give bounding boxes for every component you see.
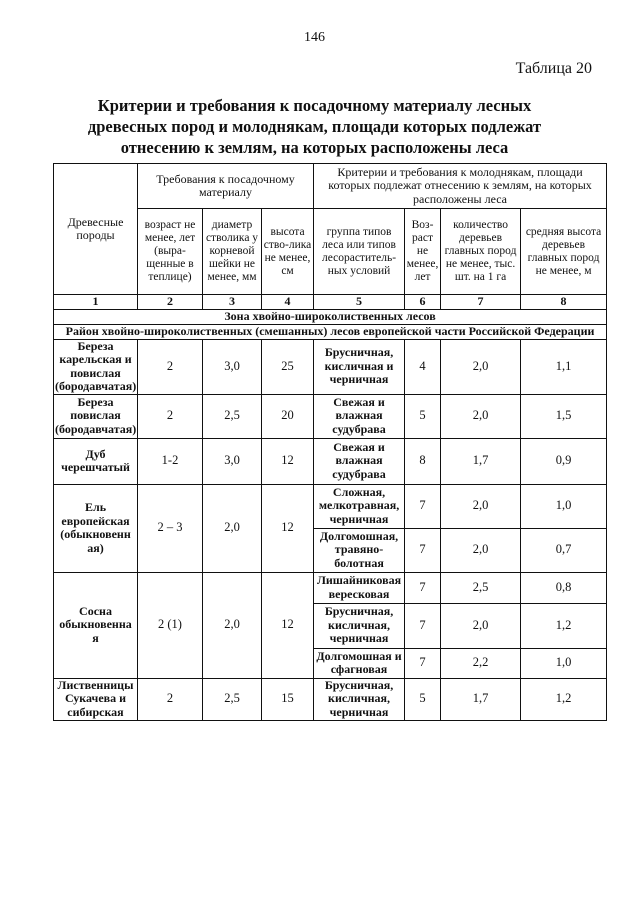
stand-age-cell: 4: [405, 339, 441, 394]
species-cell: Береза карельская и повислая (бородавчатая): [55, 339, 137, 393]
seedling-age-cell: 2: [138, 678, 203, 720]
header-young-stands: Критерии и требования к молоднякам, площади которых подлежат отнесению к землям, на которых расположены леса: [314, 164, 607, 209]
column-number: 7: [441, 295, 521, 310]
avg-height-cell: 1,5: [521, 394, 607, 438]
avg-height-cell: 1,0: [521, 484, 607, 528]
stem-diameter-cell: 3,0: [203, 438, 262, 484]
criteria-table: [53, 163, 607, 721]
table-row: [54, 572, 607, 603]
stem-diameter-cell: 2,5: [203, 678, 262, 720]
column-number: 6: [405, 295, 441, 310]
stem-height-cell: 12: [262, 484, 314, 572]
table-row: [54, 678, 607, 720]
header-col8: средняя высота деревьев главных пород не менее, м: [521, 209, 607, 295]
header-col5: группа типов леса или типов лесораститель-ных условий: [314, 209, 405, 295]
tree-count-cell: 2,5: [441, 572, 521, 603]
avg-height-cell: 0,9: [521, 438, 607, 484]
avg-height-cell: 1,0: [521, 648, 607, 678]
stand-age-cell: 7: [405, 528, 441, 572]
column-number: 2: [138, 295, 203, 310]
tree-count-cell: 2,0: [441, 528, 521, 572]
header-col6: Воз-раст не менее, лет: [405, 209, 441, 295]
header-planting-material: Требования к посадочному материалу: [138, 164, 314, 209]
stem-height-cell: 25: [262, 339, 314, 394]
page-number: 146: [304, 30, 325, 45]
table-row: [54, 339, 607, 394]
forest-type-cell: Свежая и влажная судубрава: [314, 394, 405, 438]
header-species: Древесные породы: [54, 164, 138, 295]
table-row: [54, 394, 607, 438]
stem-height-cell: 15: [262, 678, 314, 720]
stand-age-cell: 5: [405, 394, 441, 438]
forest-type-cell: Брусничная, кисличная и черничная: [314, 339, 405, 394]
region-row: [54, 324, 607, 339]
forest-type-cell: Долгомошная и сфагновая: [314, 648, 405, 678]
species-cell: Береза повислая (бородавчатая): [54, 394, 138, 438]
table-label: Таблица 20: [515, 60, 592, 77]
stand-age-cell: 8: [405, 438, 441, 484]
tree-count-cell: 2,0: [441, 484, 521, 528]
stem-diameter-cell: 3,0: [203, 339, 262, 394]
tree-count-cell: 1,7: [441, 678, 521, 720]
species-cell: Лиственницы Сукачева и сибирская: [54, 678, 138, 720]
tree-count-cell: 2,0: [441, 394, 521, 438]
stem-height-cell: 12: [262, 572, 314, 678]
header-col3: диаметр стволика у корневой шейки не менее, мм: [203, 209, 262, 295]
header-col4: высота ство-лика не менее, см: [262, 209, 314, 295]
stem-height-cell: 12: [262, 438, 314, 484]
stem-diameter-cell: 2,0: [203, 572, 262, 678]
stand-age-cell: 7: [405, 572, 441, 603]
seedling-age-cell: 2 – 3: [138, 484, 203, 572]
avg-height-cell: 0,8: [521, 572, 607, 603]
table-row: [54, 484, 607, 528]
avg-height-cell: 1,1: [521, 339, 607, 394]
forest-type-cell: Свежая и влажная судубрава: [314, 438, 405, 484]
table-title: Критерии и требования к посадочному материалу лесных древесных пород и молоднякам, площади которых подлежат отнесению к землям, на которых расположены леса: [87, 96, 542, 157]
species-cell: Ель европейская (обыкновенн ая): [54, 484, 138, 572]
forest-type-cell: Брусничная, кисличная, черничная: [314, 603, 405, 648]
avg-height-cell: 1,2: [521, 603, 607, 648]
stand-age-cell: 7: [405, 648, 441, 678]
column-numbers-row: [54, 295, 607, 310]
avg-height-cell: 1,2: [521, 678, 607, 720]
stand-age-cell: 5: [405, 678, 441, 720]
tree-count-cell: 2,0: [441, 339, 521, 394]
seedling-age-cell: 2: [138, 339, 203, 394]
column-number: 3: [203, 295, 262, 310]
stem-height-cell: 20: [262, 394, 314, 438]
zone-title: Зона хвойно-широколиственных лесов: [54, 309, 607, 324]
zone-row: [54, 309, 607, 324]
region-title: Район хвойно-широколиственных (смешанных) лесов европейской части Российской Федерации: [54, 324, 607, 339]
column-number: 8: [521, 295, 607, 310]
table-row: [54, 438, 607, 484]
seedling-age-cell: 2: [138, 394, 203, 438]
header-col2: возраст не менее, лет (выра-щенные в теплице): [138, 209, 203, 295]
seedling-age-cell: 2 (1): [138, 572, 203, 678]
avg-height-cell: 0,7: [521, 528, 607, 572]
seedling-age-cell: 1-2: [138, 438, 203, 484]
header-col7: количество деревьев главных пород не менее, тыс. шт. на 1 га: [441, 209, 521, 295]
species-cell: Дуб черешчатый: [54, 438, 138, 484]
tree-count-cell: 2,2: [441, 648, 521, 678]
stand-age-cell: 7: [405, 603, 441, 648]
stand-age-cell: 7: [405, 484, 441, 528]
forest-type-cell: Лишайниковая вересковая: [314, 572, 405, 603]
stem-diameter-cell: 2,0: [203, 484, 262, 572]
forest-type-cell: Сложная, мелкотравная, черничная: [314, 484, 405, 528]
column-number: 1: [54, 295, 138, 310]
forest-type-cell: Брусничная, кисличная, черничная: [314, 678, 405, 720]
species-cell: Сосна обыкновенна я: [54, 572, 138, 678]
stem-diameter-cell: 2,5: [203, 394, 262, 438]
column-number: 4: [262, 295, 314, 310]
header-row-1: [54, 164, 607, 209]
tree-count-cell: 1,7: [441, 438, 521, 484]
tree-count-cell: 2,0: [441, 603, 521, 648]
forest-type-cell: Долгомошная, травяно-болотная: [314, 528, 405, 572]
column-number: 5: [314, 295, 405, 310]
